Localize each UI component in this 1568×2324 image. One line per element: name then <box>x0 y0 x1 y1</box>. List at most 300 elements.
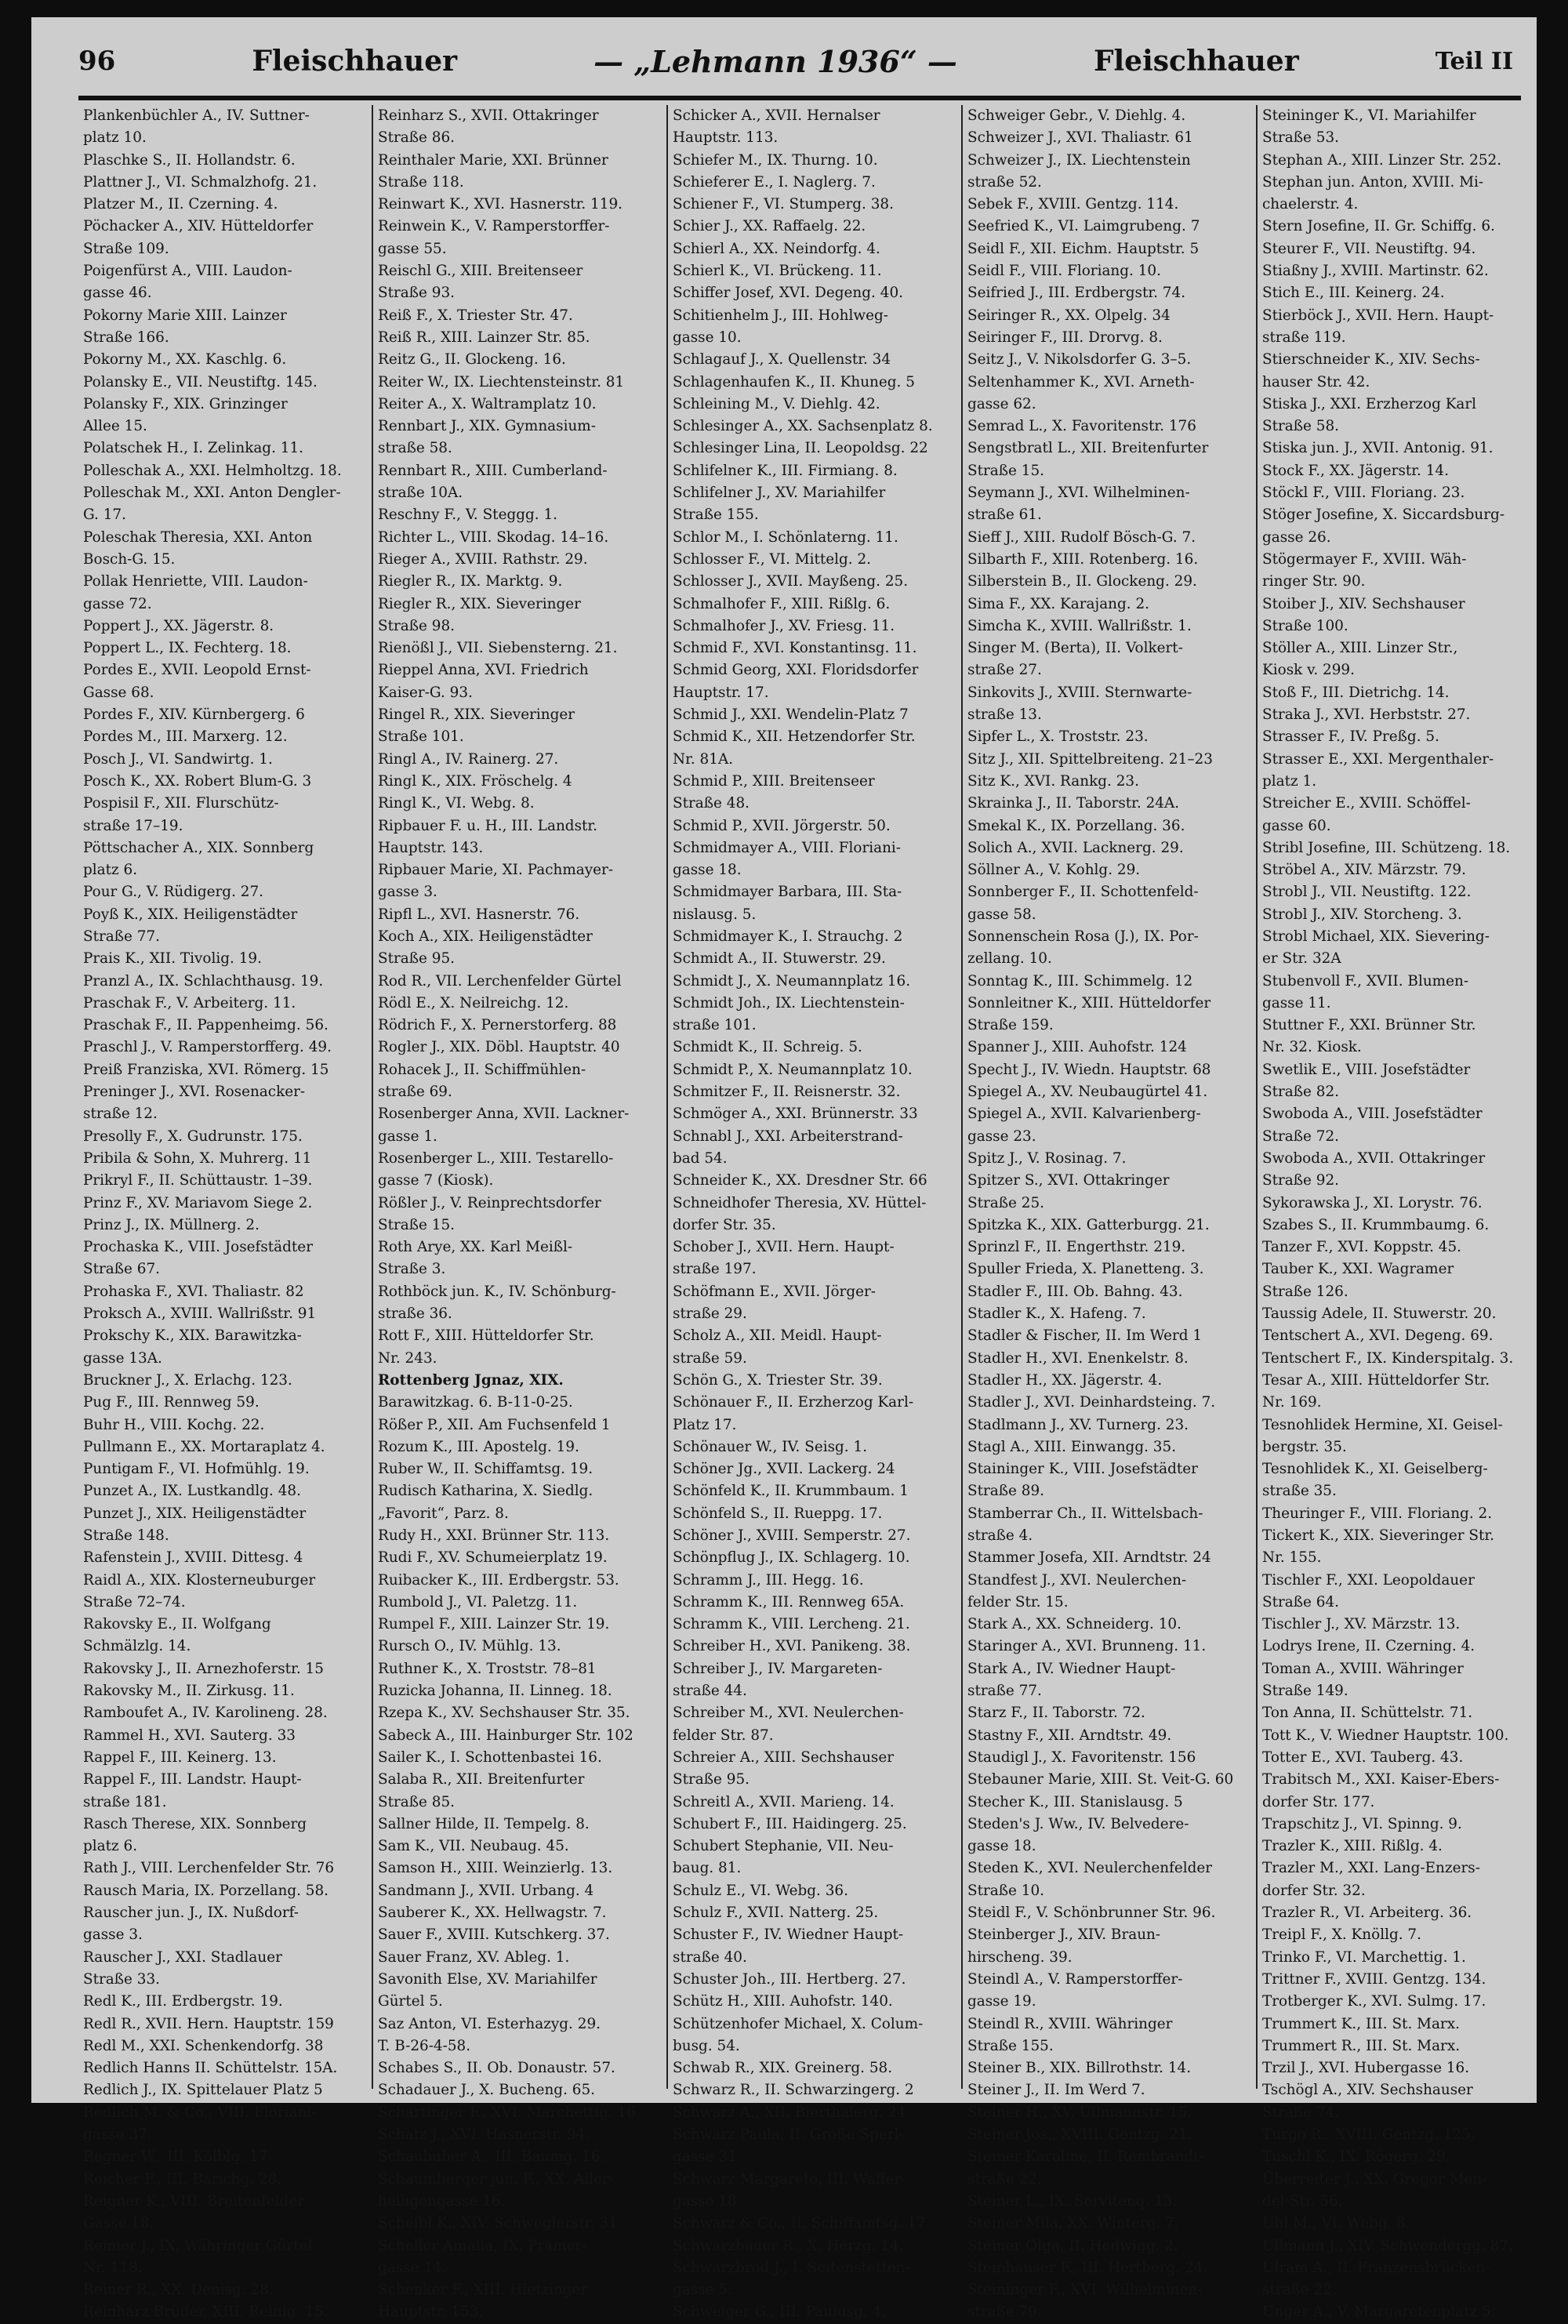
directory-entry-line: Rausch Maria, IX. Porzellang. 58. <box>83 1882 329 1899</box>
directory-entry-line: Schmalhofer F., XIII. Rißlg. 6. <box>673 595 891 612</box>
directory-entry-line: zellang. 10. <box>967 950 1052 968</box>
directory-entry-line: Schmidt J., X. Neumannplatz 16. <box>673 972 911 990</box>
directory-entry-line: Reitz G., II. Glockeng. 16. <box>378 351 566 369</box>
directory-entry-line: Schmidt K., II. Schreig. 5. <box>673 1039 862 1056</box>
directory-entry-line: Totter E., XVI. Tauberg. 43. <box>1262 1748 1464 1766</box>
directory-entry-line: Poigenfürst A., VIII. Laudon- <box>83 263 292 280</box>
directory-entry-line: Ströbel A., XIV. Märzstr. 79. <box>1262 862 1466 879</box>
directory-entry-line: Ripfl L., XVI. Hasnerstr. 76. <box>378 906 580 923</box>
directory-entry-line: nislausg. 5. <box>673 906 757 923</box>
directory-entry-line: Sima F., XX. Karajang. 2. <box>967 595 1150 612</box>
directory-entry-line: Rod R., VII. Lerchenfelder Gürtel <box>378 972 622 990</box>
directory-entry-line: Tauber K., XXI. Wagramer <box>1262 1261 1454 1278</box>
directory-entry-line: gasse 72. <box>83 595 152 612</box>
directory-entry-line: Seidl F., VIII. Floriang. 10. <box>967 263 1161 280</box>
directory-entry-line: Straße 149. <box>1262 1683 1348 1700</box>
directory-entry-line: Schmalhofer J., XV. Friesg. 11. <box>673 617 895 634</box>
directory-entry-line: Schwarz Margarete, III. Waffer- <box>673 2170 906 2188</box>
directory-entry-line: Schiefer M., IX. Thurng. 10. <box>673 151 878 169</box>
directory-entry-line: gasse 13A. <box>83 1349 162 1367</box>
directory-entry-line: Schöfmann E., XVII. Jörger- <box>673 1283 877 1300</box>
directory-entry-line: Rzepa K., XV. Sechshauser Str. 35. <box>378 1705 630 1722</box>
directory-entry-line: Pollak Henriette, VIII. Laudon- <box>83 573 308 590</box>
directory-entry-line: Schramm K., VIII. Lercheng. 21. <box>673 1616 910 1633</box>
directory-entry-line: Sprinzl F., II. Engerthstr. 219. <box>967 1239 1186 1256</box>
directory-entry-line: platz 10. <box>83 129 147 147</box>
directory-entry-line: Praschak F., V. Arbeiterg. 11. <box>83 994 296 1011</box>
directory-entry-line: straße 58. <box>378 440 452 457</box>
directory-entry-line: Staringer A., XVI. Brunneng. 11. <box>967 1638 1207 1655</box>
directory-entry-line: Schubert Stephanie, VII. Neu- <box>673 1838 894 1855</box>
directory-entry-line: straße 101. <box>673 1017 757 1034</box>
directory-entry-line: Straße 95. <box>673 1771 750 1788</box>
directory-entry-line: Tischler J., XV. Märzstr. 13. <box>1262 1616 1461 1633</box>
directory-entry-line: Prochaska K., VIII. Josefstädter <box>83 1239 313 1256</box>
directory-entry-line: Überreiter J., XX. Gregor Men- <box>1262 2170 1487 2188</box>
directory-entry-line: Steiner Jos., XVIII. Gentzg. 21. <box>967 2126 1192 2144</box>
directory-entry-line: Schuster F., IV. Wiedner Haupt- <box>673 1926 904 1944</box>
directory-entry-line: Seiringer F., III. Drorvg. 8. <box>967 329 1163 346</box>
directory-entry-line: Strobl J., VII. Neustiftg. 122. <box>1262 884 1472 901</box>
directory-entry-line: Straße 58. <box>1262 418 1340 435</box>
directory-entry-line: Schaububer A., III. Baumg. 16. <box>378 2148 605 2166</box>
directory-entry-line: straße 27. <box>967 662 1042 679</box>
directory-entry-line: Schönfeld K., II. Krummbaum. 1 <box>673 1483 909 1500</box>
directory-entry-line: Treipl F., X. Knöllg. 7. <box>1262 1926 1421 1944</box>
directory-entry-line: Koch A., XIX. Heiligenstädter <box>378 928 593 945</box>
directory-entry-line: Reiter W., IX. Liechtensteinstr. 81 <box>378 373 625 390</box>
directory-entry-line: gasse 31. <box>673 2148 742 2166</box>
directory-entry-line: Steiner L., IX. Servitenq. 13. <box>967 2192 1178 2210</box>
directory-entry-line: straße 79. <box>967 2304 1042 2321</box>
directory-entry-line: Ringl K., XIX. Fröschelg. 4 <box>378 772 572 790</box>
directory-entry-line: Straße 77. <box>83 928 161 945</box>
directory-entry-line: Rasch Therese, XIX. Sonnberg <box>83 1815 307 1832</box>
directory-entry-line: Poleschak Theresia, XXI. Anton <box>83 528 313 546</box>
directory-entry-line: Schütz H., XIII. Auhofstr. 140. <box>673 1993 893 2010</box>
directory-entry-line: Straße 25. <box>967 1194 1045 1211</box>
directory-entry-line: straße 22. <box>967 2170 1042 2188</box>
directory-entry-line: Praschak F., II. Pappenheimg. 56. <box>83 1017 328 1034</box>
directory-entry-line: Schulz F., XVII. Natterg. 25. <box>673 1905 879 1922</box>
directory-entry-line: Stöckl F., VIII. Floriang. 23. <box>1262 485 1465 502</box>
directory-entry-line: dorfer Str. 35. <box>673 1216 776 1233</box>
directory-entry-line: Stribl Josefine, III. Schützeng. 18. <box>1262 839 1511 856</box>
directory-entry-line: Semrad L., X. Favoritenstr. 176 <box>967 418 1196 435</box>
directory-entry-line: Strasser E., XXI. Mergenthaler- <box>1262 750 1494 768</box>
directory-entry-line: straße 36. <box>378 1305 452 1323</box>
directory-entry-line: gasse 7 (Kiosk). <box>378 1172 494 1189</box>
directory-entry-line: Ton Anna, II. Schüttelstr. 71. <box>1262 1705 1473 1722</box>
directory-entry-line: Poyß K., XIX. Heiligenstädter <box>83 906 298 923</box>
directory-entry-line: Straße 15. <box>967 462 1045 479</box>
directory-entry-line: Presolly F., X. Gudrunstr. 175. <box>83 1128 303 1145</box>
directory-entry-line: Stammer Josefa, XII. Arndtstr. 24 <box>967 1549 1211 1567</box>
directory-entry-line: Redl M., XXI. Schenkendorfg. 38 <box>83 2037 324 2054</box>
directory-entry-line: Stiska jun. J., XVII. Antonig. 91. <box>1262 440 1494 457</box>
directory-entry-line: Rennbart J., XIX. Gymnasium- <box>378 418 596 435</box>
directory-entry-line: straße 52. <box>967 173 1042 191</box>
directory-entry-line: Straße 92. <box>1262 1172 1340 1189</box>
directory-entry-line: Schönpflug J., IX. Schlagerg. 10. <box>673 1549 910 1567</box>
directory-entry-line: Schartinger F., XVI. Marchettig. 16 <box>378 2104 636 2121</box>
directory-entry-line: Rott F., XIII. Hütteldorfer Str. <box>378 1327 594 1345</box>
directory-entry-line: Tickert K., XIX. Sieveringer Str. <box>1262 1527 1494 1544</box>
directory-entry-line: Sonntag K., III. Schimmelg. 12 <box>967 972 1193 990</box>
directory-entry-line: straße 35. <box>1262 1483 1337 1500</box>
directory-entry-line: Steiner Olga, II. Hedwigg. 2. <box>967 2237 1178 2254</box>
directory-entry-line: straße 4. <box>967 1527 1033 1544</box>
directory-entry-line: Rohacek J., II. Schiffmühlen- <box>378 1061 586 1078</box>
directory-entry-line: Prinz J., IX. Müllnerg. 2. <box>83 1216 260 1233</box>
directory-entry-line: Pordes E., XVII. Leopold Ernst- <box>83 662 311 679</box>
directory-entry-line: Reiner R., XX. Denisg. 28. <box>83 2282 274 2299</box>
directory-entry-line: Plaschke S., II. Hollandstr. 6. <box>83 151 296 169</box>
directory-entry-line: Nr. 243. <box>378 1349 437 1367</box>
directory-entry-line: Rößler J., V. Reinprechtsdorfer <box>378 1194 601 1211</box>
directory-entry-line: Prohaska F., XVI. Thaliastr. 82 <box>83 1283 304 1300</box>
directory-entry-line: Schlagenhaufen K., II. Khuneg. 5 <box>673 373 915 390</box>
directory-entry-line: Stephan jun. Anton, XVIII. Mi- <box>1262 173 1484 191</box>
directory-entry-line: Plankenbüchler A., IV. Suttner- <box>83 107 310 124</box>
directory-entry-line: Redlich M. & Co., VIII. Floriani- <box>83 2104 317 2121</box>
directory-entry-line: Stoiber J., XIV. Sechshauser <box>1262 595 1465 612</box>
directory-entry-line: Schreiber M., XVI. Neulerchen- <box>673 1705 904 1722</box>
directory-entry-line: Trinko F., VI. Marchettig. 1. <box>1262 1948 1466 1966</box>
directory-entry-line: Rauscher J., XXI. Stadlauer <box>83 1948 282 1966</box>
directory-entry-line: Stecher K., III. Stanislausg. 5 <box>967 1793 1183 1810</box>
directory-entry-line: Seefried K., VI. Laimgrubeng. 7 <box>967 218 1200 235</box>
directory-entry-line: Rudi F., XV. Schumeierplatz 19. <box>378 1549 608 1567</box>
directory-entry-line: Schicker A., XVII. Hernalser <box>673 107 880 124</box>
directory-entry-line: Rienößl J., VII. Siebensterng. 21. <box>378 640 618 657</box>
directory-entry-line: Stadler J., XVI. Deinhardsteing. 7. <box>967 1394 1216 1411</box>
directory-entry-line: gasse 18. <box>673 862 742 879</box>
directory-entry-line: Pug F., III. Rennweg 59. <box>83 1394 260 1411</box>
directory-entry-line: Steininger F., XVI. Wilhelminen- <box>967 2282 1203 2299</box>
directory-entry-line: Rosenberger Anna, XVII. Lackner- <box>378 1106 630 1123</box>
directory-entry-line: busg. 54. <box>673 2037 740 2054</box>
directory-entry-line: straße 61. <box>967 507 1042 524</box>
directory-entry-line: hauser Str. 42. <box>1262 373 1370 390</box>
directory-entry-line: Ullmann J., XIV. Schwendergg. 87. <box>1262 2237 1513 2254</box>
directory-entry-line: Schierl A., XX. Neindorfg. 4. <box>673 240 880 257</box>
page-header <box>78 30 1513 93</box>
directory-entry-line: Reinthaler Marie, XXI. Brünner <box>378 151 608 169</box>
directory-entry-line: Nr. 169. <box>1262 1394 1322 1411</box>
directory-entry-line: straße 69. <box>378 1084 452 1101</box>
directory-entry-line: Polatschek H., I. Zelinkag. 11. <box>83 440 304 457</box>
directory-entry-line: Schierl K., VI. Brückeng. 11. <box>673 263 882 280</box>
directory-entry-line: Schmidt P., X. Neumannplatz 10. <box>673 1061 913 1078</box>
directory-entry-line: Redl K., III. Erdbergstr. 19. <box>83 1993 283 2010</box>
directory-entry-line: Schadauer J., X. Bucheng. 65. <box>378 2082 596 2099</box>
directory-entry-line: Schmidt A., II. Stuwerstr. 29. <box>673 950 886 968</box>
directory-entry-line: Strasser F., IV. Preßg. 5. <box>1262 728 1439 746</box>
directory-entry-line: Preninger J., XVI. Rosenacker- <box>83 1084 306 1101</box>
directory-entry-line: Hauptstr. 153. <box>378 2304 484 2321</box>
directory-entry-line: Schlifelner J., XV. Mariahilfer <box>673 485 886 502</box>
directory-entry-line: Regner W., III. Kölblg. 17. <box>83 2148 273 2166</box>
directory-entry-line: gasse 3. <box>83 1926 143 1944</box>
directory-entry-line: straße 40. <box>673 1948 747 1966</box>
directory-entry-line: Strobl Michael, XIX. Sievering- <box>1262 928 1490 945</box>
directory-entry-line: Riegler R., XIX. Sieveringer <box>378 595 581 612</box>
directory-entry-line: Stierschneider K., XIV. Sechs- <box>1262 351 1480 369</box>
directory-entry-line: Scholz A., XII. Meidl. Haupt- <box>673 1327 882 1345</box>
directory-entry-line: platz 6. <box>83 862 138 879</box>
directory-entry-line: Trummert K., III. St. Marx. <box>1262 2015 1460 2032</box>
directory-entry-line: Trazler M., XXI. Lang-Enzers- <box>1262 1860 1480 1877</box>
directory-entry-line: Szabes S., II. Krummbaumg. 6. <box>1262 1216 1490 1233</box>
directory-entry-line: Posch K., XX. Robert Blum-G. 3 <box>83 772 312 790</box>
directory-entry-line: Straße 33. <box>83 1970 161 1988</box>
directory-entry-line: Swoboda A., VIII. Josefstädter <box>1262 1106 1483 1123</box>
directory-entry-line: Reiß R., XIII. Lainzer Str. 85. <box>378 329 590 346</box>
directory-entry-line: Schmitzer F., II. Reisnerstr. 32. <box>673 1084 901 1101</box>
directory-entry-line: Tischler F., XXI. Leopoldauer <box>1262 1571 1475 1589</box>
directory-entry-line: Ruzicka Johanna, II. Linneg. 18. <box>378 1683 612 1700</box>
directory-entry-line: Reicher F., III. Barichg. 28. <box>83 2170 282 2188</box>
directory-entry-line: Trittner F., XVIII. Gentzg. 134. <box>1262 1970 1486 1988</box>
directory-entry-line: Rakovsky J., II. Arnezhoferstr. 15 <box>83 1660 324 1677</box>
directory-entry-line: Sonnenschein Rosa (J.), IX. Por- <box>967 928 1199 945</box>
directory-entry-line: Uhl M., VI. Webg. 8. <box>1262 2215 1410 2232</box>
directory-entry-line: Rogler J., XIX. Döbl. Hauptstr. 40 <box>378 1039 620 1056</box>
directory-entry-line: Hauptstr. 17. <box>673 684 769 701</box>
directory-entry-line: gasse 10. <box>673 329 742 346</box>
directory-entry-line: Rappel F., III. Keinerg. 13. <box>83 1748 277 1766</box>
directory-entry-line: Theuringer F., VIII. Floriang. 2. <box>1262 1505 1493 1522</box>
directory-entry-line: Hauptstr. 113. <box>673 129 779 147</box>
directory-entry-line: Schmidmayer Barbara, III. Sta- <box>673 884 902 901</box>
directory-entry-line: Sabeck A., III. Hainburger Str. 102 <box>378 1727 633 1744</box>
directory-entry-line: Schramm K., III. Rennweg 65A. <box>673 1593 905 1610</box>
directory-entry-line: Straße 109. <box>83 240 169 257</box>
directory-entry-line: straße 12. <box>83 1106 158 1123</box>
directory-entry-line: Reiter A., X. Waltramplatz 10. <box>378 395 597 412</box>
directory-entry-line: Schreiber H., XVI. Panikeng. 38. <box>673 1638 911 1655</box>
page-number: 96 <box>78 45 116 77</box>
directory-entry-line: Straße 53. <box>1262 129 1340 147</box>
directory-entry-line: Rauscher jun. J., IX. Nußdorf- <box>83 1905 299 1922</box>
directory-entry-line: straße 44. <box>673 1683 747 1700</box>
directory-entry-line: Schönfeld S., II. Rueppg. 17. <box>673 1505 883 1522</box>
directory-entry-line: Sam K., VII. Neubaug. 45. <box>378 1838 569 1855</box>
directory-entry-line: Schweiger G., III. Paulusg. 4. <box>673 2304 887 2321</box>
directory-entry-line: Schramm J., III. Hegg. 16. <box>673 1571 864 1589</box>
directory-entry-line: Tesnohlidek K., XI. Geiselberg- <box>1262 1461 1488 1478</box>
directory-entry-line: Rammel H., XVI. Sauterg. 33 <box>83 1727 296 1744</box>
directory-entry-line: Sandmann J., XVII. Urbang. 4 <box>378 1882 594 1899</box>
directory-entry-line: Schwarz Paula, II. Große Sperl- <box>673 2126 904 2144</box>
directory-entry-line: Straße 64. <box>1262 1593 1340 1610</box>
directory-entry-line: Specht J., IV. Wiedn. Hauptstr. 68 <box>967 1061 1211 1078</box>
directory-entry-line: Straße 95. <box>378 950 456 968</box>
directory-entry-line: Sitz J., XII. Spittelbreiteng. 21–23 <box>967 750 1213 768</box>
directory-entry-line: Stich E., III. Keinerg. 24. <box>1262 285 1445 302</box>
directory-entry-line: Schmidmayer K., I. Strauchg. 2 <box>673 928 903 945</box>
directory-entry-line: hirscheng. 39. <box>967 1948 1073 1966</box>
directory-entry-line: Pullmann E., XX. Mortaraplatz 4. <box>83 1438 325 1455</box>
directory-entry-line: Sinkovits J., XVIII. Sternwarte- <box>967 684 1192 701</box>
directory-entry-line: Stoß F., III. Dietrichg. 14. <box>1262 684 1450 701</box>
directory-entry-line: gasse 3. <box>378 884 437 901</box>
directory-entry-line: Straße 166. <box>83 329 169 346</box>
directory-entry-line: Pranzl A., IX. Schlachthausg. 19. <box>83 972 324 990</box>
directory-entry-line: Allee 15. <box>83 418 147 435</box>
directory-entry-line: Rozum K., III. Apostelg. 19. <box>378 1438 579 1455</box>
column-3 <box>668 105 963 2321</box>
directory-entry-line: Schreitl A., XVII. Marieng. 14. <box>673 1793 895 1810</box>
directory-entry-line: straße 22. <box>1262 2282 1337 2299</box>
directory-entry-line: Schnabl J., XXI. Arbeiterstrand- <box>673 1128 903 1145</box>
directory-entry-line: Schmid F., XVI. Konstantinsg. 11. <box>673 640 917 657</box>
directory-entry-line: Stögermayer F., XVIII. Wäh- <box>1262 550 1467 568</box>
directory-entry-line: Bosch-G. 15. <box>83 550 176 568</box>
directory-entry-line: Rursch O., IV. Mühlg. 13. <box>378 1638 561 1655</box>
directory-entry-line: Stern Josefine, II. Gr. Schiffg. 6. <box>1262 218 1495 235</box>
directory-entry-line: Schabes S., II. Ob. Donaustr. 57. <box>378 2060 615 2077</box>
directory-entry-line: Polleschak M., XXI. Anton Dengler- <box>83 485 341 502</box>
directory-entry-line: Ruibacker K., III. Erdbergstr. 53. <box>378 1571 619 1589</box>
directory-entry-line: Schlifelner K., III. Firmiang. 8. <box>673 462 898 479</box>
directory-entry-line: Pordes M., III. Marxerg. 12. <box>83 728 288 746</box>
directory-entry-line: Schmid P., XIII. Breitenseer <box>673 772 875 790</box>
directory-entry-line: Samson H., XIII. Weinzierlg. 13. <box>378 1860 613 1877</box>
directory-entry-line: Smekal K., IX. Porzellang. 36. <box>967 817 1185 834</box>
directory-entry-line: Schöner J., XVIII. Semperstr. 27. <box>673 1527 911 1544</box>
directory-entry-line: Praschl J., V. Ramperstorfferg. 49. <box>83 1039 332 1056</box>
directory-entry-line: Swoboda A., XVII. Ottakringer <box>1262 1149 1486 1167</box>
directory-entry-line: Schönauer F., II. Erzherzog Karl- <box>673 1394 914 1411</box>
directory-entry-line: Saz Anton, VI. Esterhazyg. 29. <box>378 2015 601 2032</box>
directory-entry-line: Pöttschacher A., XIX. Sonnberg <box>83 839 314 856</box>
directory-entry-line: gasse 23. <box>967 1128 1036 1145</box>
directory-entry-line: er Str. 32A <box>1262 950 1341 968</box>
directory-entry-line: Stastny F., XII. Arndtstr. 49. <box>967 1727 1172 1744</box>
directory-entry-line: Schlagauf J., X. Quellenstr. 34 <box>673 351 891 369</box>
directory-entry-line: gasse 46. <box>83 285 152 302</box>
directory-entry-line: Pokorny Marie XIII. Lainzer <box>83 307 287 324</box>
directory-entry-line: Straße 98. <box>378 617 456 634</box>
directory-entry-line: Rößer P., XII. Am Fuchsenfeld 1 <box>378 1416 611 1433</box>
directory-entry-line: Polansky F., XIX. Grinzinger <box>83 395 288 412</box>
directory-entry-line: Proksch A., XVIII. Wallrißstr. 91 <box>83 1305 317 1323</box>
directory-entry-line: Hauptstr. 143. <box>378 839 484 856</box>
directory-entry-line: Reinharz Brüder, XIII. Reinig. 15. <box>83 2304 328 2321</box>
directory-entry-line: „Favorit“, Parz. 8. <box>378 1505 509 1522</box>
directory-entry-line: Sieff J., XIII. Rudolf Bösch-G. 7. <box>967 528 1196 546</box>
directory-entry-line: Lodrys Irene, II. Czerning. 4. <box>1262 1638 1475 1655</box>
directory-entry-line: Straße 118. <box>378 173 464 191</box>
directory-entry-line: Schlosser J., XVII. Mayßeng. 25. <box>673 573 909 590</box>
directory-entry-line: G. 17. <box>83 507 126 524</box>
directory-entry-line: Straße 10. <box>967 1882 1045 1899</box>
directory-entry-line: Seiringer R., XX. Olpelg. 34 <box>967 307 1171 324</box>
directory-entry-line: Unger A., V. Margaretenplatz 5. <box>1262 2304 1496 2321</box>
directory-entry-line: Stadlmann J., XV. Turnerg. 23. <box>967 1416 1189 1433</box>
directory-entry-line: Nr. 32. Kiosk. <box>1262 1039 1362 1056</box>
directory-entry-line: Buhr H., VIII. Kochg. 22. <box>83 1416 265 1433</box>
directory-entry-line: Simcha K., XVIII. Wallrißstr. 1. <box>967 617 1192 634</box>
directory-entry-line: Sallner Hilde, II. Tempelg. 8. <box>378 1815 590 1832</box>
directory-entry-line: Rottenberg Jgnaz, XIX. <box>378 1371 564 1389</box>
directory-entry-line: Prikryl F., II. Schüttaustr. 1–39. <box>83 1172 313 1189</box>
directory-entry-line: Trabitsch M., XXI. Kaiser-Ebers- <box>1262 1771 1500 1788</box>
directory-entry-line: Ruber W., II. Schiffamtsg. 19. <box>378 1461 593 1478</box>
directory-entry-line: Polansky E., VII. Neustiftg. 145. <box>83 373 318 390</box>
directory-entry-line: Stadler H., XX. Jägerstr. 4. <box>967 1371 1163 1389</box>
directory-entry-line: Schmöger A., XXI. Brünnerstr. 33 <box>673 1106 918 1123</box>
directory-entry-line: Schmid K., XII. Hetzendorfer Str. <box>673 728 916 746</box>
directory-entry-line: bergstr. 35. <box>1262 1438 1347 1455</box>
directory-entry-line: gasse 1. <box>378 1128 437 1145</box>
directory-entry-line: Seidl F., XII. Eichm. Hauptstr. 5 <box>967 240 1200 257</box>
directory-entry-line: Steidl F., V. Schönbrunner Str. 96. <box>967 1905 1216 1922</box>
directory-entry-line: Schwab R., XIX. Greinerg. 58. <box>673 2060 893 2077</box>
directory-entry-line: Schaumberger jun. F., XX. Aller- <box>378 2170 615 2188</box>
directory-entry-line: Schleining M., V. Diehlg. 42. <box>673 395 880 412</box>
directory-entry-line: Trapschitz J., VI. Spinng. 9. <box>1262 1815 1462 1832</box>
directory-entry-line: Reimer J., IX. Währinger Gürtel <box>83 2237 313 2254</box>
directory-entry-line: chaelerstr. 4. <box>1262 196 1359 213</box>
directory-entry-line: Pribila & Sohn, X. Muhrerg. 11 <box>83 1149 312 1167</box>
directory-entry-line: Sauberer K., XX. Hellwagstr. 7. <box>378 1905 607 1922</box>
directory-entry-line: Scheibl K., XIV. Schweglerstr. 31. <box>378 2215 622 2232</box>
directory-entry-line: gasse 58. <box>967 906 1036 923</box>
directory-entry-line: gasse 55. <box>378 240 447 257</box>
directory-entry-line: Straße 100. <box>1262 617 1348 634</box>
directory-entry-line: Schier J., XX. Raffaelg. 22. <box>673 218 866 235</box>
directory-entry-line: Nr. 118. <box>83 2259 143 2276</box>
directory-entry-line: Starz F., II. Taborstr. 72. <box>967 1705 1145 1722</box>
directory-entry-line: Tanzer F., XVI. Koppstr. 45. <box>1262 1239 1462 1256</box>
directory-entry-line: Sykorawska J., XI. Lorystr. 76. <box>1262 1194 1483 1211</box>
directory-entry-line: gasse 26. <box>1262 528 1331 546</box>
directory-entry-line: Steiner Mila, XX. Winterg. 7. <box>967 2215 1179 2232</box>
directory-entry-line: Straße 72–74. <box>83 1593 186 1610</box>
directory-entry-line: Rath J., VIII. Lerchenfelder Str. 76 <box>83 1860 335 1877</box>
directory-entry-line: Posch J., VI. Sandwirtg. 1. <box>83 750 273 768</box>
directory-entry-line: Trzil J., XVI. Hubergasse 16. <box>1262 2060 1470 2077</box>
directory-entry-line: Prais K., XII. Tivolig. 19. <box>83 950 262 968</box>
directory-entry-line: Sauer F., XVIII. Kutschkerg. 37. <box>378 1926 610 1944</box>
directory-entry-line: straße 59. <box>673 1349 747 1367</box>
directory-entry-line: Strobl J., XIV. Storcheng. 3. <box>1262 906 1462 923</box>
directory-entry-line: gasse 60. <box>1262 817 1331 834</box>
directory-entry-line: Rudy H., XXI. Brünner Str. 113. <box>378 1527 610 1544</box>
directory-entry-line: straße 29. <box>673 1305 747 1323</box>
directory-entry-line: Nr. 155. <box>1262 1549 1322 1567</box>
directory-entry-line: Stadler H., XVI. Enenkelstr. 8. <box>967 1349 1189 1367</box>
directory-entry-line: Poppert L., IX. Fechterg. 18. <box>83 640 292 657</box>
directory-entry-line: Straße 3. <box>378 1261 446 1278</box>
directory-entry-line: Schreier A., XIII. Sechshauser <box>673 1748 895 1766</box>
directory-entry-line: Schuster Joh., III. Hertberg. 27. <box>673 1970 906 1988</box>
directory-entry-line: Redlich J., IX. Spittelauer Platz 5 <box>83 2082 323 2099</box>
directory-entry-line: Prokschy K., XIX. Barawitzka- <box>83 1327 302 1345</box>
directory-entry-line: Stadler F., III. Ob. Bahng. 43. <box>967 1283 1183 1300</box>
directory-entry-line: T. B-26-4-58. <box>378 2037 471 2054</box>
directory-entry-line: Ripbauer F. u. H., III. Landstr. <box>378 817 598 834</box>
directory-entry-line: Spitzer S., XVI. Ottakringer <box>967 1172 1170 1189</box>
directory-entry-line: Tschögl A., XIV. Sechshauser <box>1262 2082 1473 2099</box>
directory-entry-line: Stephan A., XIII. Linzer Str. 252. <box>1262 151 1502 169</box>
directory-entry-line: Schützenhofer Michael, X. Colum- <box>673 2015 924 2032</box>
directory-entry-line: Sonnleitner K., XIII. Hütteldorfer <box>967 994 1211 1011</box>
directory-entry-line: Steinhauser F., III. Hertberg. 24. <box>967 2259 1208 2276</box>
